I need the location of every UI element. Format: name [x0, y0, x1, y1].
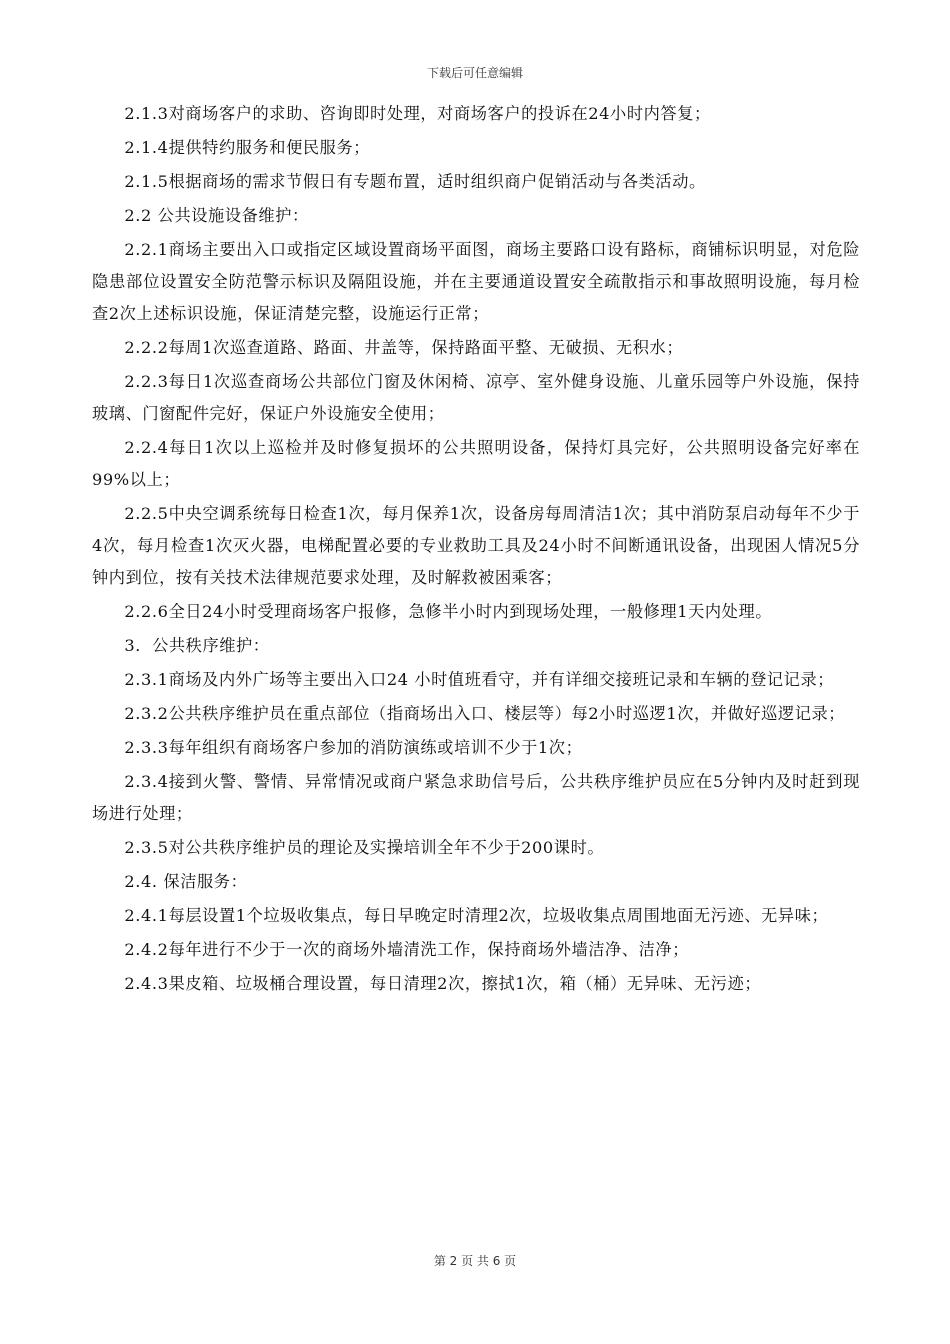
paragraph-2-2-4: 2.2.4每日1次以上巡检并及时修复损坏的公共照明设备，保持灯具完好，公共照明设备完好率在99%以上； [92, 438, 860, 489]
page-footer: 第 2 页 共 6 页 [433, 1254, 517, 1268]
document-body [92, 98, 860, 1002]
paragraph-2-2-6: 2.2.6全日24小时受理商场客户报修，急修半小时内到现场处理，一般修理1天内处理。 [124, 602, 773, 621]
paragraph-2-3-4: 2.3.4接到火警、警情、异常情况或商户紧急求助信号后，公共秩序维护员应在5分钟内及时赶到现场进行处理； [92, 772, 860, 823]
page-header: 下载后可任意编辑 [426, 66, 523, 80]
section-heading-3: 3．公共秩序维护： [124, 636, 270, 655]
paragraph-2-3-2: 2.3.2公共秩序维护员在重点部位（指商场出入口、楼层等）每2小时巡逻1次，并做好巡逻记录； [124, 704, 846, 723]
paragraph-2-3-3: 2.3.3每年组织有商场客户参加的消防演练或培训不少于1次； [124, 738, 583, 757]
section-heading-2-4: 2.4. 保洁服务： [124, 872, 248, 891]
paragraph-2-4-3: 2.4.3果皮箱、垃圾桶合理设置，每日清理2次，擦拭1次，箱（桶）无异味、无污迹； [124, 974, 762, 993]
paragraph-2-2-5: 2.2.5中央空调系统每日检查1次，每月保养1次，设备房每周清洁1次；其中消防泵启动每年不少于4次，每月检查1次灭火器，电梯配置必要的专业救助工具及24小时不间断通讯设备，出现困人情况5分钟内到位，按有关技术法律规范要求处理，及时解救被困乘客； [92, 504, 860, 587]
paragraph-2-1-4: 2.1.4提供特约服务和便民服务； [124, 138, 371, 157]
paragraph-2-4-2: 2.4.2每年进行不少于一次的商场外墙清洗工作，保持商场外墙洁净、洁净； [124, 940, 689, 959]
paragraph-2-2-1: 2.2.1商场主要出入口或指定区域设置商场平面图，商场主要路口设有路标，商铺标识明显，对危险隐患部位设置安全防范警示标识及隔阻设施，并在主要通道设置安全疏散指示和事故照明设施，每月检查2次上述标识设施，保证清楚完整，设施运行正常； [92, 240, 860, 323]
paragraph-2-1-5: 2.1.5根据商场的需求节假日有专题布置，适时组织商户促销活动与各类活动。 [124, 172, 706, 191]
paragraph-2-1-3: 2.1.3对商场客户的求助、咨询即时处理，对商场客户的投诉在24小时内答复； [124, 104, 711, 123]
paragraph-2-4-1: 2.4.1每层设置1个垃圾收集点，每日早晚定时清理2次，垃圾收集点周围地面无污迹、无异味； [124, 906, 829, 925]
paragraph-2-2-2: 2.2.2每周1次巡查道路、路面、井盖等，保持路面平整、无破损、无积水； [124, 338, 684, 357]
paragraph-2-3-1: 2.3.1商场及内外广场等主要出入口24 小时值班看守，并有详细交接班记录和车辆的登记记录； [124, 670, 835, 689]
paragraph-2-3-5: 2.3.5对公共秩序维护员的理论及实操培训全年不少于200课时。 [124, 838, 605, 857]
section-heading-2-2: 2.2 公共设施设备维护： [124, 206, 309, 225]
paragraph-2-2-3: 2.2.3每日1次巡查商场公共部位门窗及休闲椅、凉亭、室外健身设施、儿童乐园等户外设施，保持玻璃、门窗配件完好，保证户外设施安全使用； [92, 372, 860, 423]
